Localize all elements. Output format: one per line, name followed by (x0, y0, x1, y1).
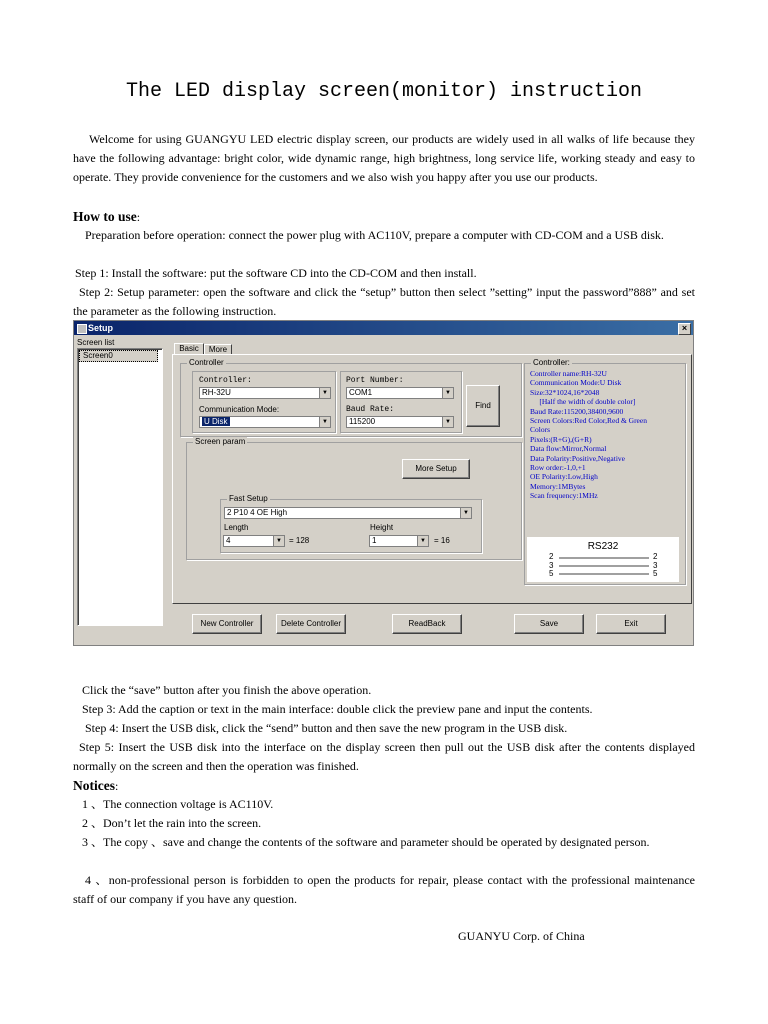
info-line: Controller name:RH-32U (530, 369, 607, 378)
step3-paragraph: Step 3: Add the caption or text in the main interface: double click the preview pane and input the contents. (82, 702, 593, 716)
info-line: Size:32*1024,16*2048 (530, 387, 600, 397)
more-setup-button[interactable]: More Setup (402, 459, 470, 479)
rs232-pin-label: 2 (549, 552, 554, 561)
chevron-down-icon: ▼ (319, 388, 330, 398)
screen-list-item-screen0[interactable]: Screen0 (79, 350, 158, 362)
step5-paragraph: Step 5: Insert the USB disk into the interface on the display screen then pull out the USB disk after the contents displayed normally on the screen and then the operation was finished. (73, 740, 695, 773)
rs232-wires (527, 537, 679, 582)
length-result: = 128 (289, 536, 310, 545)
preparation-paragraph: Preparation before operation: connect the power plug with AC110V, prepare a computer with CD-COM and a USB disk. (85, 228, 664, 242)
delete-controller-button[interactable]: Delete Controller (276, 614, 346, 634)
height-label: Height (370, 523, 394, 532)
signature: GUANYU Corp. of China (458, 929, 585, 943)
app-icon (77, 324, 87, 334)
notices-heading: Notices (73, 778, 115, 793)
fast-setup-value: 2 P10 4 OE High (227, 508, 288, 517)
port-select[interactable] (346, 387, 454, 399)
controller-select[interactable] (199, 387, 331, 399)
notices-heading-row (73, 776, 695, 796)
fast-setup-select[interactable] (224, 507, 472, 519)
setup-window-title: Setup (88, 323, 114, 333)
how-to-use-heading: How to use (73, 209, 137, 224)
how-to-use-colon: : (136, 210, 141, 224)
controller-info-label: Controller: (533, 358, 570, 367)
step4-paragraph: Step 4: Insert the USB disk, click the “send” button and then save the new program in the USB disk. (85, 721, 568, 735)
info-line: Baud Rate:115200,38400,9600 (530, 406, 624, 416)
rs232-pin-label: 3 (549, 560, 554, 570)
rs232-pin-label: 2 (653, 552, 658, 561)
chevron-down-icon: ▼ (319, 417, 330, 427)
height-value: 1 (372, 536, 377, 545)
length-label: Length (224, 523, 249, 532)
step2-paragraph: Step 2: Setup parameter: open the software and click the “setup” button then select ”setting” input the password”888” and set the parameter as the following instruction. (73, 285, 695, 318)
info-line: Memory:1MBytes (530, 481, 586, 491)
port-value: COM1 (349, 388, 373, 397)
chevron-down-icon: ▼ (273, 536, 284, 546)
new-controller-button[interactable]: New Controller (192, 614, 262, 634)
rs232-pin-label: 5 (653, 569, 658, 578)
chevron-down-icon: ▼ (417, 536, 428, 546)
info-line: Communication Mode:U Disk (530, 378, 622, 388)
port-label: Port Number: (346, 376, 404, 385)
chevron-down-icon: ▼ (442, 417, 453, 427)
step1-paragraph: Step 1: Install the software: put the software CD into the CD-COM and then install. (75, 266, 477, 280)
rs232-title: RS232 (587, 541, 619, 552)
info-line: Data flow:Mirror,Normal (530, 444, 607, 454)
length-select[interactable] (223, 535, 285, 547)
click-save-paragraph: Click the “save” button after you finish the above operation. (82, 683, 372, 697)
controller-value: RH-32U (202, 388, 231, 397)
page-title: The LED display screen(monitor) instruction (125, 80, 643, 103)
close-button[interactable]: × (678, 323, 691, 335)
notice-3: 3 、The copy 、save and change the contents of the software and parameter should be operated by designated person. (82, 835, 650, 849)
height-select[interactable] (369, 535, 429, 547)
screen-list-label: Screen list (77, 338, 115, 347)
height-result: = 16 (434, 536, 450, 545)
setup-titlebar (74, 321, 693, 335)
info-line: Scan frequency:1MHz (530, 491, 598, 501)
notices-colon: : (114, 779, 119, 793)
length-value: 4 (226, 536, 231, 545)
controller-group-label: Controller (189, 358, 224, 367)
baud-value: 115200 (349, 417, 376, 426)
comm-mode-value: U Disk (204, 417, 228, 426)
controller-label: Controller: (199, 376, 252, 385)
notice-4: 4 、non-professional person is forbidden to open the products for repair, please contact with the professional maintenance staff of our company if you have any question. (73, 873, 695, 906)
rs232-diagram (527, 537, 679, 582)
find-button[interactable]: Find (466, 385, 500, 427)
info-line: Pixels:(R+G),(G+R) (530, 434, 592, 444)
info-line: Data Polarity:Positive,Negative (530, 453, 625, 463)
info-line: Screen Colors:Red Color,Red & Green (530, 416, 647, 426)
info-line: [Half the width of double color] (530, 397, 636, 407)
exit-button[interactable]: Exit (596, 614, 666, 634)
screen-list[interactable] (77, 348, 163, 626)
info-line: Colors (530, 425, 551, 435)
tab-more[interactable]: More (204, 344, 232, 355)
tab-basic[interactable]: Basic (174, 343, 204, 355)
info-line: Row order:-1,0,+1 (530, 463, 586, 473)
comm-mode-select[interactable] (199, 416, 331, 428)
intro-paragraph: Welcome for using GUANGYU LED electric display screen, our products are widely used in all walks of life because they have the following advantage: bright color, wide dynamic range, high brightness, long service life, working steady and easy to operate. They provide convenience for the customers and we also wish you happy after you use our products. (73, 132, 695, 184)
fast-setup-label: Fast Setup (229, 494, 268, 503)
notice-1: 1 、The connection voltage is AC110V. (82, 797, 274, 811)
save-button[interactable]: Save (514, 614, 584, 634)
readback-button[interactable]: ReadBack (392, 614, 462, 634)
comm-mode-label: Communication Mode: (199, 405, 280, 414)
how-to-use-heading-row (73, 207, 695, 227)
controller-info-list (530, 369, 647, 501)
baud-select[interactable] (346, 416, 454, 428)
rs232-pin-label: 5 (549, 569, 554, 578)
info-line: OE Polarity:Low,High (530, 472, 598, 482)
rs232-pin-label: 3 (653, 560, 658, 570)
baud-label: Baud Rate: (346, 405, 395, 414)
notice-2: 2 、Don’t let the rain into the screen. (82, 816, 262, 830)
screen-param-label: Screen param (195, 437, 246, 446)
chevron-down-icon: ▼ (442, 388, 453, 398)
chevron-down-icon: ▼ (460, 508, 471, 518)
